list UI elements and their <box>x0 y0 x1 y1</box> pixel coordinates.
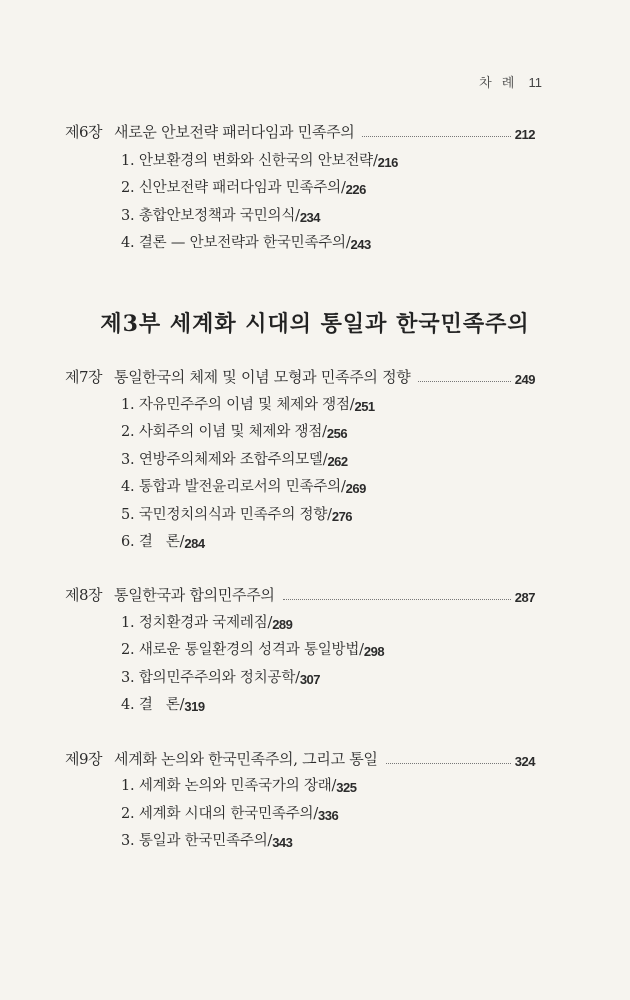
running-header-title: 차 례 <box>479 76 518 91</box>
toc-section <box>121 692 205 714</box>
toc-section <box>121 637 384 659</box>
toc-section <box>121 175 366 197</box>
dot-leader <box>386 763 511 764</box>
section-page: 216 <box>377 155 398 170</box>
dot-leader <box>362 136 510 137</box>
running-header <box>479 72 542 91</box>
section-page: 298 <box>363 644 385 659</box>
toc-chapter-8 <box>65 581 535 605</box>
toc-section <box>121 610 292 632</box>
section-page: 226 <box>345 182 366 197</box>
section-title: 1. 안보환경의 변화와 신한국의 안보전략/ <box>121 153 378 169</box>
section-page: 307 <box>299 672 321 687</box>
toc-section <box>121 447 348 469</box>
section-title: 6. 결 론/ <box>121 534 185 550</box>
section-title: 3. 연방주의체제와 조합주의모델/ <box>121 452 328 468</box>
section-page: 243 <box>350 237 371 252</box>
toc-chapter-9 <box>65 745 535 769</box>
section-page: 284 <box>184 536 205 551</box>
section-page: 343 <box>272 835 293 850</box>
part-title: 제3부 세계화 시대의 통일과 한국민족주의 <box>100 311 530 337</box>
section-title: 1. 정치환경과 국제레짐/ <box>121 615 273 631</box>
section-title: 4. 결 론/ <box>121 697 185 713</box>
chapter-page: 212 <box>514 127 535 142</box>
section-title: 3. 총합안보정책과 국민의식/ <box>121 208 300 224</box>
toc-section <box>121 203 320 225</box>
section-page: 319 <box>184 699 205 714</box>
chapter-page: 249 <box>514 372 535 387</box>
toc-section <box>121 828 292 850</box>
toc-chapter-6 <box>65 118 535 142</box>
section-title: 2. 사회주의 이념 및 체제와 쟁점/ <box>121 424 327 440</box>
section-title: 5. 국민정치의식과 민족주의 정향/ <box>121 507 332 523</box>
chapter-page: 324 <box>514 754 535 769</box>
toc-section <box>121 529 205 551</box>
section-page: 256 <box>326 426 348 441</box>
section-title: 4. 결론 — 안보전략과 한국민족주의/ <box>121 235 351 251</box>
section-title: 3. 통일과 한국민족주의/ <box>121 833 273 849</box>
section-page: 269 <box>345 481 366 496</box>
toc-section <box>121 665 320 687</box>
chapter-label: 제7장 <box>65 368 103 386</box>
section-page: 276 <box>331 509 353 524</box>
toc-section <box>121 419 347 441</box>
section-page: 251 <box>354 399 375 414</box>
section-title: 2. 세계화 시대의 한국민족주의/ <box>121 806 319 822</box>
section-title: 2. 신안보전략 패러다임과 민족주의/ <box>121 180 346 196</box>
toc-section <box>121 148 398 170</box>
toc-section <box>121 392 375 414</box>
toc-chapter-7 <box>65 363 535 387</box>
chapter-page: 287 <box>514 590 535 605</box>
chapter-label: 제6장 <box>65 123 103 141</box>
section-page: 289 <box>272 617 293 632</box>
toc-section <box>121 474 366 496</box>
toc-section <box>121 230 371 252</box>
section-title: 4. 통합과 발전윤리로서의 민족주의/ <box>121 479 346 495</box>
section-title: 3. 합의민주주의와 정치공학/ <box>121 670 300 686</box>
chapter-label: 제9장 <box>65 750 103 768</box>
chapter-title: 새로운 안보전략 패러다임과 민족주의 <box>114 123 355 141</box>
dot-leader <box>283 599 511 600</box>
toc-section <box>121 502 352 524</box>
section-page: 262 <box>327 454 348 469</box>
page-number: 11 <box>528 75 542 90</box>
chapter-title: 세계화 논의와 한국민족주의, 그리고 통일 <box>114 750 378 768</box>
section-page: 325 <box>336 780 357 795</box>
section-title: 2. 새로운 통일환경의 성격과 통일방법/ <box>121 642 364 658</box>
toc-section <box>121 801 338 823</box>
section-title: 1. 자유민주주의 이념 및 체제와 쟁점/ <box>121 397 355 413</box>
toc-section <box>121 773 356 795</box>
dot-leader <box>418 381 510 382</box>
chapter-label: 제8장 <box>65 586 103 604</box>
section-title: 1. 세계화 논의와 민족국가의 장래/ <box>121 778 337 794</box>
section-page: 234 <box>299 210 321 225</box>
chapter-title: 통일한국의 체제 및 이념 모형과 민족주의 정향 <box>114 368 411 386</box>
section-page: 336 <box>318 808 339 823</box>
chapter-title: 통일한국과 합의민주주의 <box>114 586 275 604</box>
